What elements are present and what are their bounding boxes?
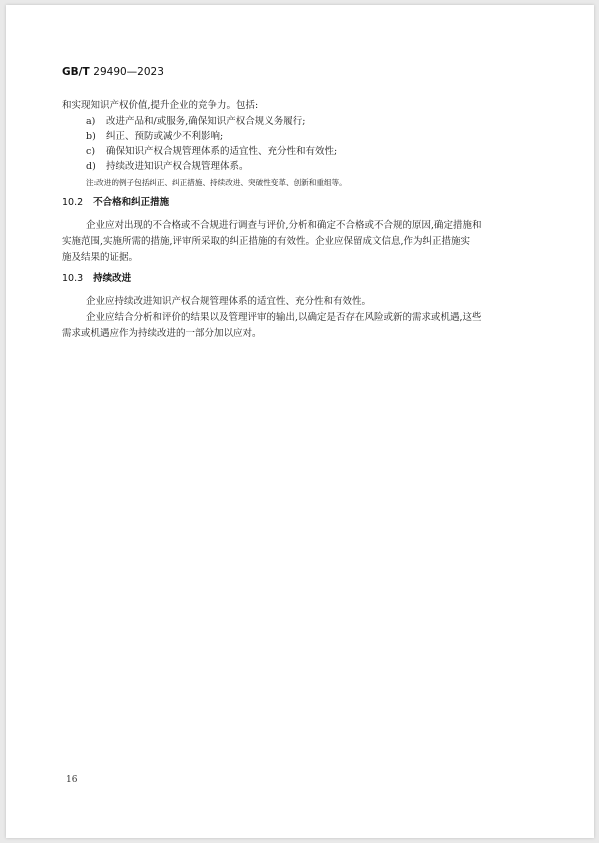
standard-prefix: GB/T — [62, 66, 90, 78]
paragraph-line: 需求或机遇应作为持续改进的一部分加以应对。 — [62, 328, 262, 339]
list-label-c: c) — [86, 146, 96, 157]
section-title: 不合格和纠正措施 — [93, 197, 170, 208]
list-item-d: 持续改进知识产权合规管理体系。 — [106, 161, 249, 172]
section-heading-10-3 — [62, 273, 131, 285]
section-heading-10-2 — [62, 197, 169, 209]
section-number: 10.2 — [62, 197, 84, 208]
intro-line: 和实现知识产权价值,提升企业的竞争力。包括: — [62, 100, 259, 111]
document-page — [6, 5, 594, 838]
list-item-c: 确保知识产权合规管理体系的适宜性、充分性和有效性; — [106, 146, 338, 157]
list-label-a: a) — [86, 116, 96, 127]
section-title: 持续改进 — [93, 273, 132, 284]
page-number: 16 — [66, 775, 78, 785]
list-label-b: b) — [86, 131, 96, 142]
standard-number: 29490—2023 — [93, 66, 164, 78]
section-number: 10.3 — [62, 273, 84, 284]
paragraph-line: 企业应持续改进知识产权合规管理体系的适宜性、充分性和有效性。 — [86, 296, 372, 307]
list-item-a: 改进产品和/或服务,确保知识产权合规义务履行; — [106, 116, 306, 127]
paragraph-line: 施及结果的证据。 — [62, 252, 139, 263]
list-item-b: 纠正、预防或减少不利影响; — [106, 131, 224, 142]
note: 注:改进的例子包括纠正、纠正措施、持续改进、突破性变革、创新和重组等。 — [86, 178, 347, 187]
paragraph-line: 企业应结合分析和评价的结果以及管理评审的输出,以确定是否存在风险或新的需求或机遇,这些 — [86, 312, 482, 323]
paragraph-line: 企业应对出现的不合格或不合规进行调查与评价,分析和确定不合格或不合规的原因,确定措施和 — [86, 220, 482, 231]
list-label-d: d) — [86, 161, 96, 172]
standard-code — [62, 66, 164, 78]
paragraph-line: 实施范围,实施所需的措施,评审所采取的纠正措施的有效性。企业应保留成文信息,作为纠正措施实 — [62, 236, 471, 247]
